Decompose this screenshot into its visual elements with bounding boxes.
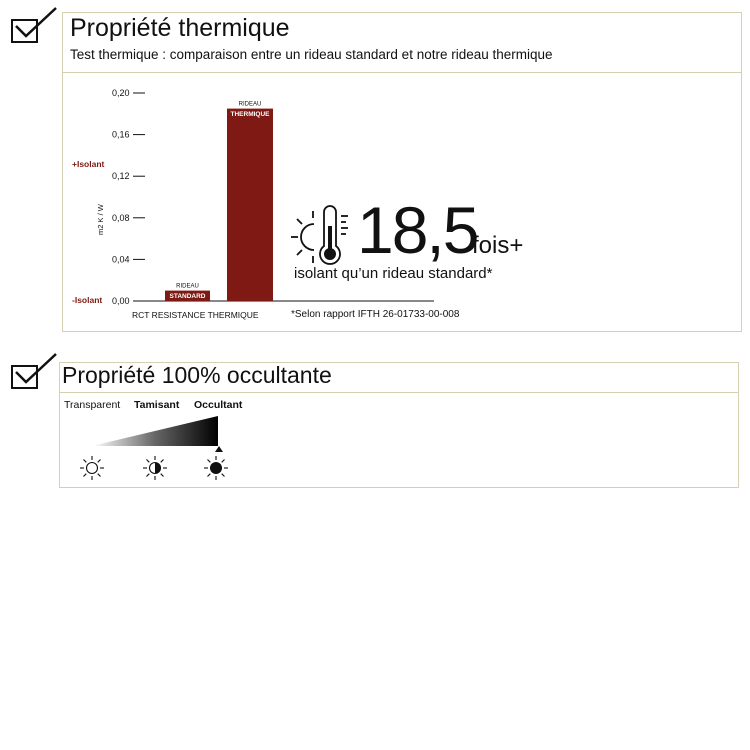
checkbox-checked-icon	[10, 352, 60, 392]
sun-filled-icon	[203, 455, 229, 481]
sun-half-icon	[142, 455, 168, 481]
y-tick-label: 0,08	[112, 212, 130, 223]
y-axis-label: m2 K / W	[96, 204, 105, 235]
page-subtitle: Test thermique : comparaison entre un rideau standard et notre rideau thermique	[70, 47, 553, 62]
bar-label-top: RIDEAU	[238, 101, 262, 108]
thermal-bar-chart	[0, 0, 750, 340]
bar-label-bottom: THERMIQUE	[230, 111, 270, 119]
headline-text: isolant qu’un rideau standard*	[294, 265, 493, 282]
page-title: Propriété thermique	[70, 14, 290, 42]
y-tick-label: 0,00	[112, 296, 130, 306]
section-title: Propriété 100% occultante	[62, 362, 332, 388]
annotation-more-insulating: +Isolant	[72, 159, 105, 169]
y-tick-label: 0,16	[112, 129, 130, 140]
opacity-gradient-wedge	[88, 414, 228, 454]
bar-label-bottom: STANDARD	[169, 293, 206, 301]
sun-thermometer-icon	[288, 202, 358, 272]
annotation-less-insulating: -Isolant	[72, 295, 103, 305]
y-tick-label: 0,20	[112, 88, 130, 98]
level-label-occultant: Occultant	[194, 399, 243, 411]
bar-thermique	[227, 109, 273, 301]
y-tick-label: 0,12	[112, 171, 130, 182]
headline-suffix: fois+	[472, 232, 524, 259]
x-axis-label: RCT RESISTANCE THERMIQUE	[132, 310, 259, 320]
y-tick-label: 0,04	[112, 254, 130, 265]
level-label-tamisant: Tamisant	[134, 399, 180, 411]
bar-label-top: RIDEAU	[176, 283, 199, 290]
level-label-transparent: Transparent	[64, 399, 121, 411]
headline-value: 18,5	[357, 193, 478, 267]
footnote: *Selon rapport IFTH 26-01733-00-008	[291, 309, 460, 320]
sun-outline-icon	[79, 455, 105, 481]
